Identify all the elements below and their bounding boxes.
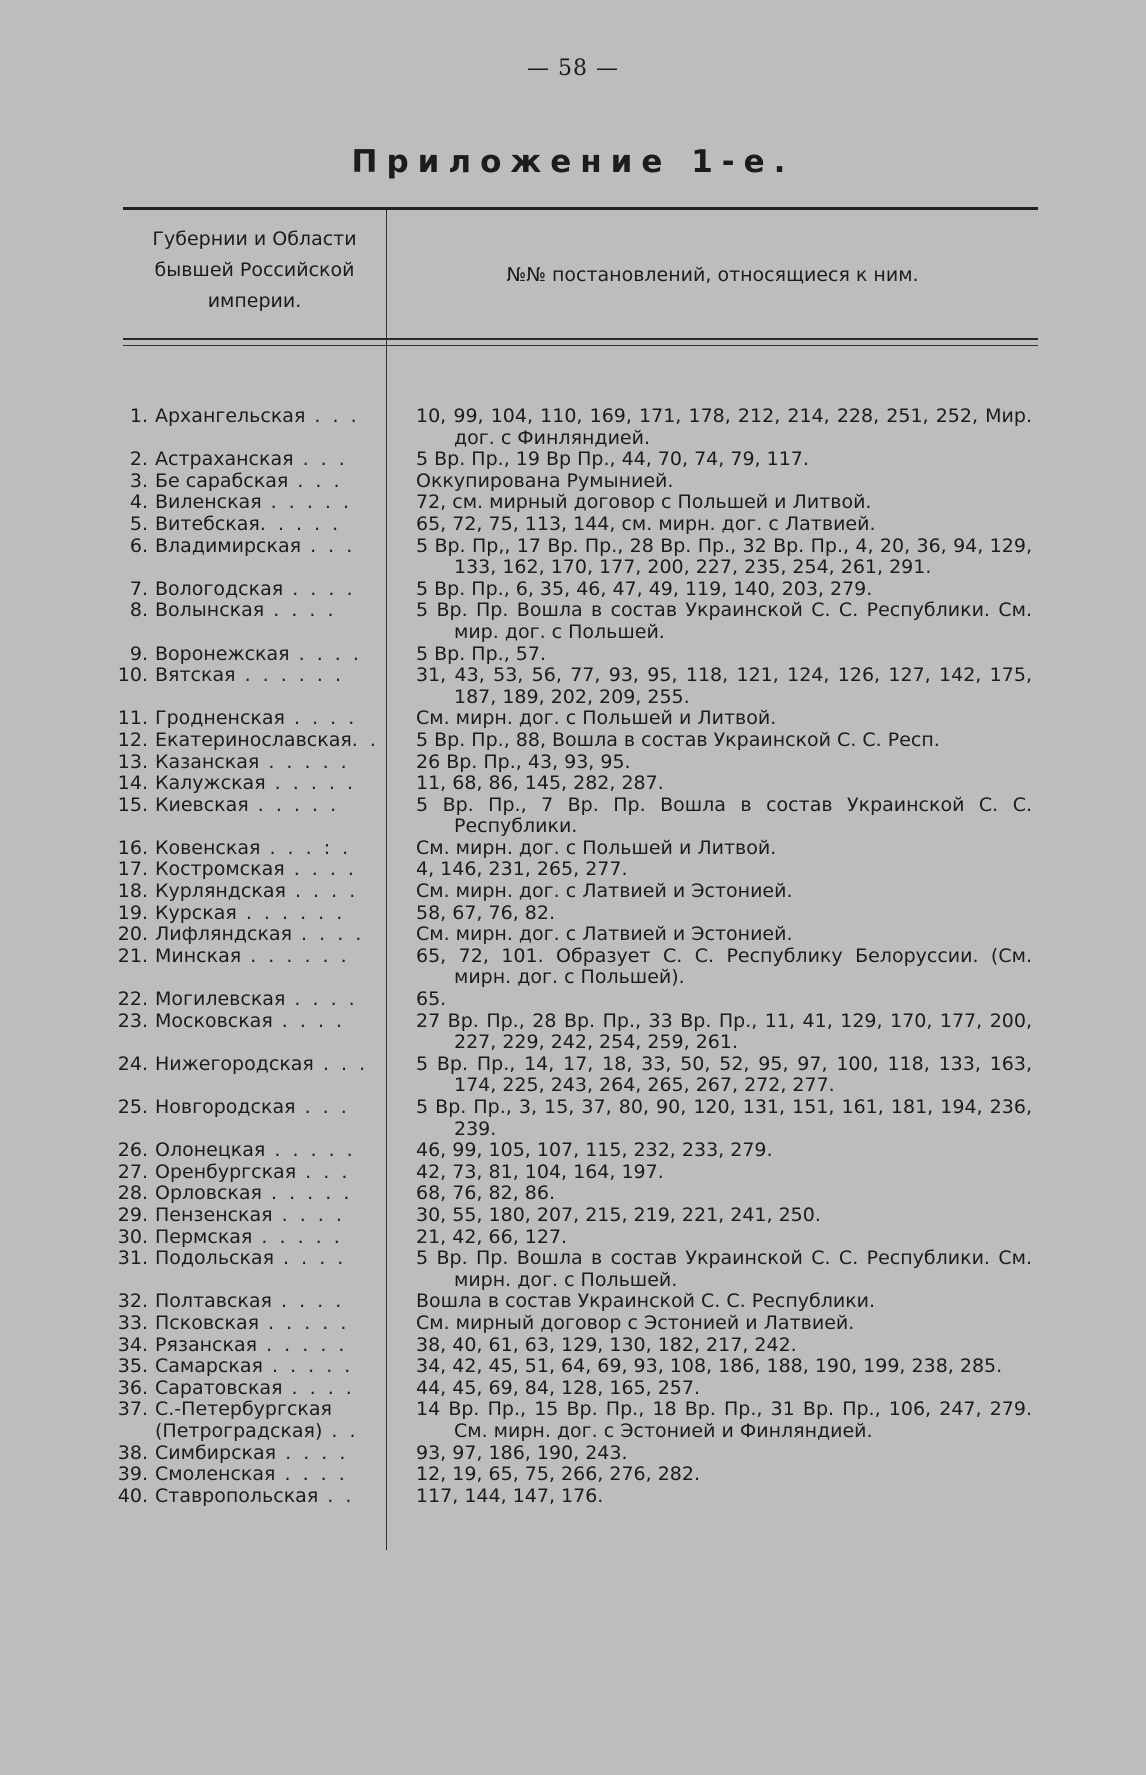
table-row	[0, 708, 1146, 730]
province-name-text: С.-Петербургская (Петроградская)	[155, 1399, 332, 1442]
leader-dots: . . .	[293, 449, 348, 471]
decree-references: 27 Вр. Пр., 28 Вр. Пр., 33 Вр. Пр., 11, 41, 129, 170, 177, 200, 227, 229, 242, 254, 259, 261.	[416, 1009, 1032, 1054]
row-number: 5.	[129, 512, 148, 535]
table-top-rule	[123, 207, 1038, 210]
leader-dots: . . . . .	[262, 1356, 354, 1378]
province-name-text: Московская	[155, 1010, 273, 1032]
province-name	[155, 1291, 380, 1313]
leader-dots: . . . .	[283, 578, 356, 600]
row-number: 14.	[117, 772, 148, 795]
leader-dots: . . . .	[276, 1442, 349, 1464]
province-name-text: Пермская	[155, 1226, 253, 1248]
decree-references: 10, 99, 104, 110, 169, 171, 178, 212, 214, 228, 251, 252, Мир. дог. с Финляндией.	[416, 405, 1032, 449]
table-row	[0, 1378, 1146, 1400]
decree-references: См. мирн. дог. с Латвией и Эстонией.	[416, 923, 793, 946]
decree-references: 5 Вр. Пр., 3, 15, 37, 80, 90, 120, 131, 151, 161, 181, 194, 236, 239.	[416, 1096, 1032, 1140]
decree-references: 5 Вр. Пр., 7 Вр. Пр. Вошла в состав Украинской С. С. Республики.	[416, 793, 1032, 838]
leader-dots: . . . . .	[248, 794, 340, 816]
table-row	[0, 471, 1146, 493]
decree-references: Вошла в состав Украинской С. С. Республики.	[416, 1290, 876, 1313]
leader-dots: . . .	[313, 1053, 369, 1075]
province-name-text: Виленская	[155, 492, 262, 514]
decree-references: 46, 99, 105, 107, 115, 232, 233, 279.	[416, 1139, 773, 1162]
leader-dots: . .	[351, 729, 379, 751]
row-number: 12.	[117, 728, 148, 751]
decree-references: 93, 97, 186, 190, 243.	[416, 1441, 628, 1464]
province-name-text: Олонецкая	[155, 1140, 266, 1162]
table-row	[0, 1162, 1146, 1184]
table-row	[0, 1443, 1146, 1465]
table-row	[0, 1205, 1146, 1227]
province-name	[155, 859, 380, 881]
leader-dots: . . . .	[285, 989, 358, 1011]
province-name-text: Костромская	[155, 859, 285, 881]
decree-references: 72, см. мирный договор с Польшей и Литвой.	[416, 491, 872, 514]
table-row	[0, 1140, 1146, 1162]
row-number: 29.	[117, 1203, 148, 1226]
table-row	[0, 579, 1146, 601]
province-name-text: Псковская	[155, 1312, 260, 1334]
row-number: 39.	[117, 1463, 148, 1486]
row-number: 33.	[117, 1311, 148, 1334]
leader-dots: . . . . .	[257, 1334, 348, 1356]
leader-dots: . .	[322, 1419, 359, 1442]
row-number: 38.	[117, 1441, 148, 1464]
province-name-text: Воронежская	[155, 643, 290, 665]
province-name	[155, 1097, 380, 1119]
leader-dots: . . . . .	[259, 513, 342, 535]
table-row	[0, 903, 1146, 925]
leader-dots: . . . .	[274, 1248, 347, 1270]
table-row	[0, 1054, 1146, 1097]
decree-references: 4, 146, 231, 265, 277.	[416, 858, 628, 881]
province-name	[155, 1378, 380, 1400]
header-left	[123, 224, 386, 317]
decree-references: 65, 72, 75, 113, 144, см. мирн. дог. с Латвией.	[416, 512, 876, 535]
row-number: 21.	[117, 944, 148, 967]
decree-references: 42, 73, 81, 104, 164, 197.	[416, 1160, 664, 1183]
province-name	[155, 752, 380, 774]
province-name	[155, 644, 380, 666]
table-row	[0, 514, 1146, 536]
province-name-text: Казанская	[155, 751, 260, 773]
province-name	[155, 1140, 380, 1162]
row-number: 32.	[117, 1290, 148, 1313]
row-number: 17.	[117, 858, 148, 881]
province-name-text: Самарская	[155, 1356, 263, 1378]
province-name-text: Вологодская	[155, 578, 284, 600]
table-row	[0, 1248, 1146, 1291]
decree-references: 21, 42, 66, 127.	[416, 1225, 568, 1248]
leader-dots: . . .	[296, 1161, 351, 1183]
table-row	[0, 881, 1146, 903]
row-number: 8.	[129, 599, 148, 622]
leader-dots: . . . . .	[265, 1140, 356, 1162]
table-row	[0, 1486, 1146, 1508]
province-name	[155, 492, 380, 514]
leader-dots: . . . : .	[260, 837, 352, 859]
province-name	[155, 946, 380, 968]
table-row	[0, 1011, 1146, 1054]
leader-dots: . . . . .	[261, 492, 353, 514]
table-row	[0, 1335, 1146, 1357]
province-name	[155, 924, 380, 946]
leader-dots: . . . .	[272, 1204, 345, 1226]
leader-dots: . . .	[301, 535, 356, 557]
decree-references: См. мирный договор с Эстонией и Латвией.	[416, 1311, 855, 1334]
table-row	[0, 1291, 1146, 1313]
province-name-text: Минская	[155, 945, 242, 967]
decree-references: 38, 40, 61, 63, 129, 130, 182, 217, 242.	[416, 1333, 797, 1356]
decree-references: 31, 43, 53, 56, 77, 93, 95, 118, 121, 124, 126, 127, 142, 175, 187, 189, 202, 209, 255.	[416, 664, 1032, 708]
leader-dots: . . . .	[271, 1291, 345, 1313]
province-name-text: Полтавская	[155, 1291, 272, 1313]
table-row	[0, 1464, 1146, 1486]
decree-references: 58, 67, 76, 82.	[416, 901, 555, 924]
leader-dots: . . . .	[275, 1464, 348, 1486]
table-row	[0, 795, 1146, 838]
table-row	[0, 859, 1146, 881]
row-number: 34.	[117, 1333, 148, 1356]
row-number: 26.	[117, 1139, 148, 1162]
province-name	[155, 1313, 380, 1335]
province-name	[155, 471, 380, 493]
row-number: 13.	[117, 750, 148, 773]
decree-references: 26 Вр. Пр., 43, 93, 95.	[416, 750, 631, 773]
province-name-text: Курляндская	[155, 881, 286, 903]
row-number: 24.	[117, 1052, 148, 1075]
decree-references: 5 Вр. Пр. Вошла в состав Украинской С. С. Республики. См. мир. дог. с Польшей.	[416, 599, 1032, 643]
province-name-text: Смоленская	[155, 1464, 276, 1486]
province-name	[155, 514, 380, 536]
decree-references: 11, 68, 86, 145, 282, 287.	[416, 772, 664, 795]
row-number: 28.	[117, 1182, 148, 1205]
province-name	[155, 730, 380, 752]
decree-references: Оккупирована Румынией.	[416, 469, 674, 492]
province-name-text: Калужская	[155, 773, 266, 795]
row-number: 11.	[117, 707, 148, 730]
row-number: 10.	[117, 664, 148, 687]
table-row	[0, 665, 1146, 708]
leader-dots: . . . .	[284, 859, 357, 881]
province-name-text: Архангельская	[155, 406, 306, 427]
row-number: 4.	[129, 491, 148, 514]
province-name-text: Могилевская	[155, 989, 286, 1011]
leader-dots: . . . .	[282, 1377, 355, 1399]
header-double-rule-top	[123, 338, 1038, 340]
leader-dots: . . . . . .	[236, 902, 346, 924]
table-row	[0, 773, 1146, 795]
province-name	[155, 406, 380, 428]
leader-dots: . . . . .	[252, 1226, 343, 1248]
decree-references: 5 Вр. Пр,, 17 Вр. Пр., 28 Вр. Пр., 32 Вр. Пр., 4, 20, 36, 94, 129, 133, 162, 170, 177, 200, 227, 235, 254, 261, 291.	[416, 534, 1032, 579]
leader-dots: . . . . .	[265, 773, 357, 795]
leader-dots: . . . . .	[261, 1183, 353, 1205]
province-name	[155, 1335, 380, 1357]
row-number: 35.	[117, 1355, 148, 1378]
row-number: 2.	[129, 448, 148, 471]
leader-dots: . . . .	[289, 643, 362, 665]
table-row	[0, 752, 1146, 774]
row-number: 9.	[129, 642, 148, 665]
table-row	[0, 924, 1146, 946]
header-right: №№ постановлений, относящиеся к ним.	[506, 264, 919, 286]
leader-dots: . .	[318, 1485, 355, 1507]
province-name-text: Саратовская	[155, 1377, 283, 1399]
row-number: 25.	[117, 1096, 148, 1118]
province-name-text: Оренбургская	[155, 1161, 297, 1183]
province-name	[155, 1443, 380, 1465]
header-left-line: империи.	[207, 290, 302, 312]
province-name-text: Ковенская	[155, 837, 261, 859]
province-name-text: Курская	[155, 902, 237, 924]
province-name-text: Нижегородская	[155, 1053, 314, 1075]
table-row	[0, 1227, 1146, 1249]
decree-references: 65, 72, 101. Образует С. С. Республику Белоруссии. (См. мирн. дог. с Польшей).	[416, 944, 1032, 989]
table-row	[0, 536, 1146, 579]
table-row	[0, 1097, 1146, 1140]
row-number: 23.	[117, 1009, 148, 1032]
province-name-text: Ставропольская	[155, 1485, 319, 1507]
leader-dots: . . . .	[292, 924, 365, 946]
leader-dots: . . .	[305, 406, 360, 427]
row-number: 37.	[117, 1398, 148, 1421]
row-number: 31.	[117, 1247, 148, 1270]
leader-dots: . . . .	[284, 708, 358, 730]
province-name-text: Вятская	[155, 665, 236, 687]
province-name	[155, 1464, 380, 1486]
province-name	[155, 1399, 383, 1442]
province-name-text: Волынская	[155, 600, 265, 622]
row-number: 40.	[117, 1484, 148, 1507]
province-name-text: Гродненская	[155, 708, 285, 730]
leader-dots: . . .	[288, 470, 343, 492]
decree-references: 30, 55, 180, 207, 215, 219, 221, 241, 250.	[416, 1203, 821, 1226]
table-row	[0, 989, 1146, 1011]
leader-dots: . . . .	[264, 600, 337, 622]
decree-references: 5 Вр. Пр., 6, 35, 46, 47, 49, 119, 140, 203, 279.	[416, 577, 873, 600]
row-number: 16.	[117, 836, 148, 859]
row-number: 22.	[117, 988, 148, 1011]
table-row	[0, 492, 1146, 514]
province-name-text: Витебская	[155, 513, 260, 535]
row-number: 19.	[117, 901, 148, 924]
province-name	[155, 1162, 380, 1184]
province-name	[155, 1227, 380, 1249]
province-name-text: Рязанская	[155, 1334, 258, 1356]
province-name	[155, 1205, 380, 1227]
row-number: 18.	[117, 880, 148, 903]
province-name	[155, 449, 380, 471]
province-name-text: Новгородская	[155, 1097, 296, 1118]
decree-references: 68, 76, 82, 86.	[416, 1182, 555, 1205]
table-row	[0, 644, 1146, 666]
decree-references: 12, 19, 65, 75, 266, 276, 282.	[416, 1463, 701, 1486]
row-number: 15.	[117, 793, 148, 816]
table-row	[0, 1399, 1146, 1442]
table-row	[0, 600, 1146, 643]
leader-dots: . . . . . .	[241, 945, 350, 967]
province-name-text: Бе сарабская	[155, 470, 289, 492]
row-number: 6.	[129, 534, 148, 557]
province-name-text: Орловская	[155, 1183, 262, 1205]
province-name	[155, 903, 380, 925]
decree-references: 5 Вр. Пр., 57.	[416, 642, 546, 665]
decree-references: См. мирн. дог. с Латвией и Эстонией.	[416, 880, 793, 903]
province-name-text: Пензенская	[155, 1204, 273, 1226]
table-row	[0, 946, 1146, 989]
table-row	[0, 1313, 1146, 1335]
decree-references: См. мирн. дог. с Польшей и Литвой.	[416, 836, 777, 859]
province-name	[155, 838, 380, 860]
leader-dots: . . . .	[272, 1010, 346, 1032]
province-name	[155, 989, 380, 1011]
row-number: 20.	[117, 923, 148, 946]
decree-references: 5 Вр. Пр., 14, 17, 18, 33, 50, 52, 95, 97, 100, 118, 133, 163, 174, 225, 243, 264, 265, 267, 272, 277.	[416, 1052, 1032, 1097]
province-name-text: Киевская	[155, 794, 249, 816]
province-name-text: Екатеринославская	[155, 729, 352, 751]
province-name-text: Подольская	[155, 1248, 275, 1270]
page-number: — 58 —	[527, 56, 619, 81]
table-row	[0, 406, 1146, 449]
province-name	[155, 1183, 380, 1205]
province-name-text: Астраханская	[155, 449, 294, 471]
row-number: 3.	[129, 469, 148, 492]
table-row	[0, 1183, 1146, 1205]
leader-dots: . . . . .	[259, 751, 350, 773]
row-number: 7.	[129, 577, 148, 600]
leader-dots: . . . . . .	[235, 665, 345, 687]
table-body	[0, 406, 1146, 1507]
province-name	[155, 1486, 380, 1508]
row-number: 27.	[117, 1160, 148, 1183]
row-number: 1.	[129, 405, 148, 427]
row-number: 36.	[117, 1376, 148, 1399]
decree-references: 14 Вр. Пр., 15 Вр. Пр., 18 Вр. Пр., 31 Вр. Пр., 106, 247, 279. См. мирн. дог. с Эстонией и Финляндией.	[416, 1398, 1032, 1442]
province-name-text: Лифляндская	[155, 924, 293, 946]
decree-references: 5 Вр. Пр. Вошла в состав Украинской С. С. Республики. См. мирн. дог. с Польшей.	[416, 1247, 1032, 1291]
decree-references: 5 Вр. Пр., 19 Вр Пр., 44, 70, 74, 79, 117.	[416, 448, 809, 471]
page-title: Приложение 1-е.	[351, 144, 795, 180]
table-row	[0, 838, 1146, 860]
leader-dots: . . . . .	[259, 1312, 350, 1334]
province-name	[155, 600, 380, 622]
decree-references: 65.	[416, 988, 447, 1011]
province-name-text: Симбирская	[155, 1442, 277, 1464]
table-row	[0, 1356, 1146, 1378]
row-number: 30.	[117, 1225, 148, 1248]
decree-references: 5 Вр. Пр., 88, Вошла в состав Украинской С. С. Респ.	[416, 728, 940, 751]
leader-dots: . . . .	[285, 881, 359, 903]
leader-dots: . . .	[295, 1097, 350, 1118]
decree-references: 44, 45, 69, 84, 128, 165, 257.	[416, 1376, 701, 1399]
province-name	[155, 536, 380, 558]
table-row	[0, 730, 1146, 752]
province-name	[155, 773, 380, 795]
province-name	[155, 708, 380, 730]
province-name-text: Владимирская	[155, 535, 302, 557]
decree-references: 117, 144, 147, 176.	[416, 1484, 604, 1507]
table-row	[0, 449, 1146, 471]
province-name	[155, 1356, 380, 1378]
header-left-line: Губернии и Области	[152, 228, 357, 250]
province-name	[155, 881, 380, 903]
decree-references: См. мирн. дог. с Польшей и Литвой.	[416, 707, 777, 730]
province-name	[155, 1011, 380, 1033]
province-name	[155, 665, 380, 687]
province-name	[155, 1248, 380, 1270]
province-name	[155, 1054, 380, 1076]
province-name	[155, 795, 380, 817]
decree-references: 34, 42, 45, 51, 64, 69, 93, 108, 186, 188, 190, 199, 238, 285.	[416, 1355, 1003, 1378]
header-left-line: бывшей Российской	[154, 259, 355, 281]
province-name	[155, 579, 380, 601]
header-double-rule-bottom	[123, 345, 1038, 346]
